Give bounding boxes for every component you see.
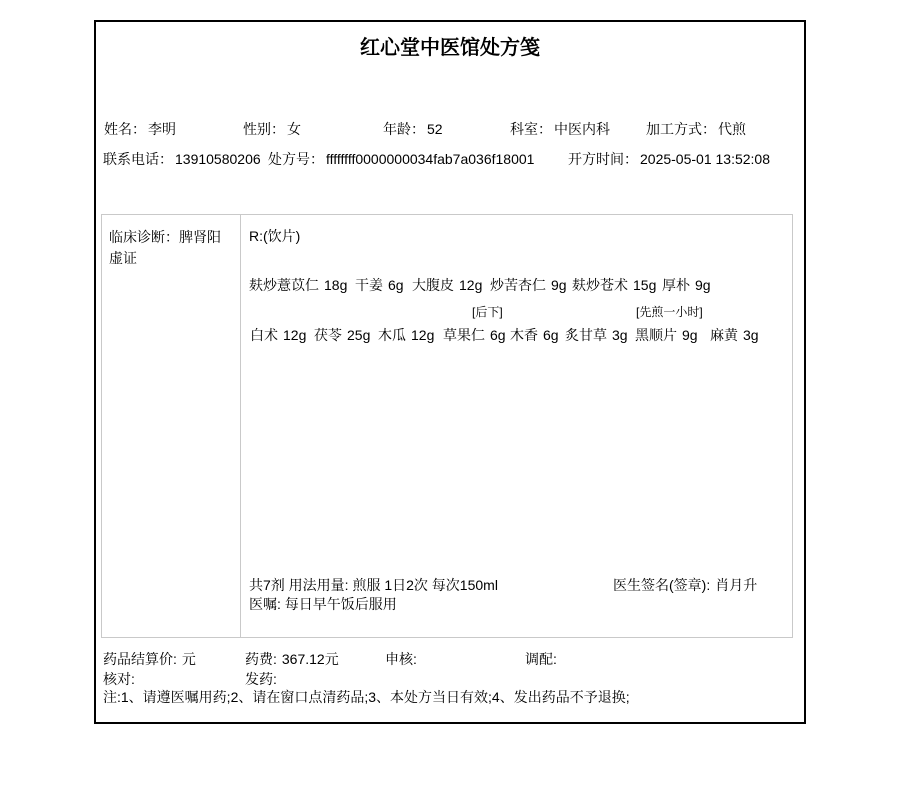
field-settlement-price [103, 651, 196, 668]
herb-item [443, 327, 506, 344]
herb-name: 黑顺片 [635, 327, 677, 343]
check-label: 核对: [103, 671, 135, 687]
rx-number-value: ffffffff0000000034fab7a036f18001 [326, 151, 535, 167]
herb-name: 大腹皮 [412, 277, 454, 293]
herb-dose: 12g [283, 327, 307, 343]
herb-name: 木香 [510, 327, 538, 343]
decoction-annotation: [先煎一小时] [636, 305, 703, 319]
review-label: 申核: [385, 651, 417, 667]
department-label: 科室： [510, 121, 552, 137]
herb-dose: 9g [551, 277, 567, 293]
dispense-label: 发药: [245, 671, 277, 687]
age-value: 52 [427, 121, 443, 137]
patient-name-label: 姓名： [104, 121, 146, 137]
age-label: 年龄： [383, 121, 425, 137]
diagnosis-label: 临床诊断： [109, 229, 179, 245]
herb-item [412, 277, 482, 294]
herb-item [378, 327, 434, 344]
field-phone [103, 151, 261, 168]
herb-name: 麻黄 [710, 327, 738, 343]
phone-label: 联系电话： [103, 151, 173, 167]
usage-summary: 共7剂 用法用量: 煎服 1日2次 每次150ml [249, 577, 498, 593]
herb-name: 炙甘草 [565, 327, 607, 343]
herb-dose: 3g [612, 327, 628, 343]
herb-item [510, 327, 559, 344]
diagnosis-cell [102, 215, 241, 637]
settlement-price-label: 药品结算价: [103, 651, 177, 667]
herb-dose: 15g [633, 277, 657, 293]
field-check [103, 671, 140, 688]
herb-name: 草果仁 [443, 327, 485, 343]
herb-name: 厚朴 [662, 277, 690, 293]
patient-name-value: 李明 [148, 121, 176, 137]
herb-dose: 12g [459, 277, 483, 293]
field-patient-name [104, 121, 176, 138]
herb-dose: 9g [695, 277, 711, 293]
herb-name: 炒苦杏仁 [490, 277, 546, 293]
clinical-diagnosis [109, 227, 234, 269]
herb-item [314, 327, 370, 344]
herb-dose: 9g [682, 327, 698, 343]
field-dispense [245, 671, 282, 688]
herb-dose: 12g [411, 327, 435, 343]
herb-name: 木瓜 [378, 327, 406, 343]
herb-name: 干姜 [355, 277, 383, 293]
diagnosis-value: 脾肾阳虚证 [109, 229, 221, 266]
medicine-fee-label: 药费: [245, 651, 277, 667]
herb-item [710, 327, 759, 344]
herb-item [250, 327, 306, 344]
herb-dose: 3g [743, 327, 759, 343]
herb-item [355, 277, 404, 294]
field-review [385, 651, 422, 668]
rx-time-value: 2025-05-01 13:52:08 [640, 151, 770, 167]
herb-dose: 6g [388, 277, 404, 293]
department-value: 中医内科 [554, 121, 610, 137]
herb-name: 麸炒薏苡仁 [249, 277, 319, 293]
herb-item [490, 277, 567, 294]
gender-label: 性别： [243, 121, 285, 137]
herb-dose: 6g [490, 327, 506, 343]
decoction-annotation: [后下] [472, 305, 503, 319]
field-processing-method [646, 121, 746, 138]
herb-item [572, 277, 656, 294]
field-medicine-fee [245, 651, 339, 668]
field-age [383, 121, 443, 138]
rx-header: R:(饮片) [249, 228, 301, 244]
field-rx-number [268, 151, 534, 168]
doctor-signature [613, 577, 757, 594]
phone-value: 13910580206 [175, 151, 261, 167]
herb-item [635, 327, 698, 344]
gender-value: 女 [287, 121, 301, 137]
herb-dose: 6g [543, 327, 559, 343]
herb-dose: 25g [347, 327, 371, 343]
herb-name: 茯苓 [314, 327, 342, 343]
medicine-fee-value: 367.12元 [281, 651, 339, 667]
settlement-price-value: 元 [181, 651, 196, 667]
rx-number-label: 处方号： [268, 151, 324, 167]
footer-note: 注:1、请遵医嘱用药;2、请在窗口点清药品;3、本处方当日有效;4、发出药品不予退换; [103, 689, 630, 705]
field-gender [243, 121, 301, 138]
herb-name: 白术 [250, 327, 278, 343]
doctor-signature-label: 医生签名(签章): [613, 577, 711, 593]
herb-item [565, 327, 628, 344]
field-department [510, 121, 610, 138]
herb-item [662, 277, 711, 294]
herb-item [249, 277, 347, 294]
processing-method-label: 加工方式： [646, 121, 716, 137]
page-title: 红心堂中医馆处方笺 [360, 37, 540, 59]
dispense-prep-label: 调配: [525, 651, 557, 667]
field-rx-time [568, 151, 770, 168]
rx-time-label: 开方时间： [568, 151, 638, 167]
processing-method-value: 代煎 [718, 121, 746, 137]
doctor-instruction: 医嘱: 每日早午饭后服用 [249, 596, 397, 612]
doctor-signature-value: 肖月升 [715, 577, 758, 593]
prescription-table [101, 214, 793, 638]
herb-name: 麸炒苍术 [572, 277, 628, 293]
herb-dose: 18g [324, 277, 348, 293]
field-dispense-prep [525, 651, 562, 668]
